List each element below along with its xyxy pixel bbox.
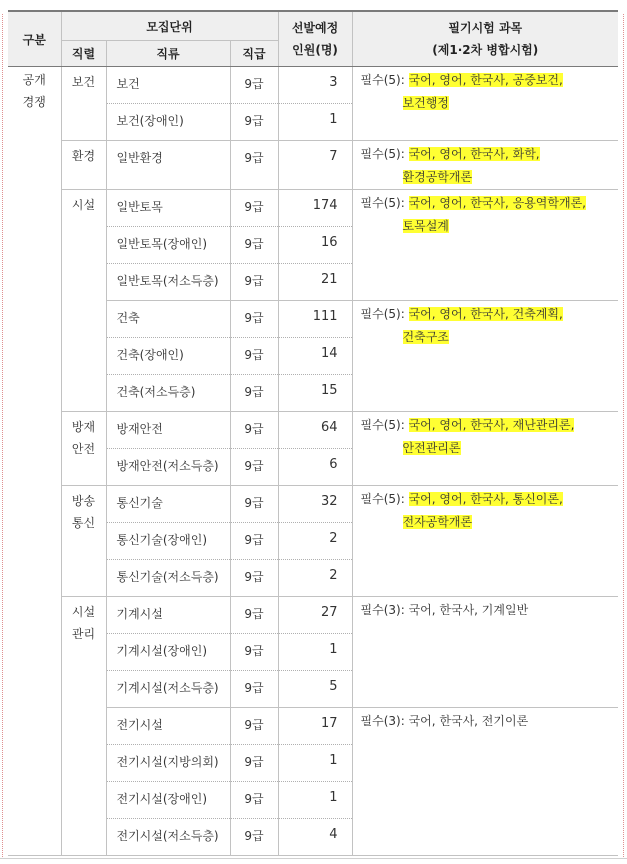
count-cell: 3: [278, 67, 352, 104]
header-written-exam-line1: 필기시험 과목: [448, 21, 523, 35]
jikryu-cell: 기계시설(저소득층): [106, 671, 230, 708]
header-planned-count-line1: 선발예정: [291, 21, 339, 35]
grade-cell: 9급: [230, 104, 278, 141]
exam-subject-prefix: 필수(5):: [360, 73, 409, 87]
grade-cell: 9급: [230, 634, 278, 671]
table-body: [8, 67, 618, 856]
grade-cell: 9급: [230, 560, 278, 597]
exam-subject-text: 국어, 한국사, 기계일반: [408, 603, 529, 617]
header-jikryu: 직류: [106, 41, 230, 67]
count-cell: 17: [278, 708, 352, 745]
jikryu-cell: 건축: [106, 301, 230, 338]
page-margin-line-left: [2, 14, 3, 859]
category-cell: [8, 67, 61, 856]
grade-cell: 9급: [230, 745, 278, 782]
jikryu-cell: 방재안전: [106, 412, 230, 449]
jikryu-cell: 일반토목(장애인): [106, 227, 230, 264]
exam-subject-text: 안전관리론: [402, 441, 461, 455]
count-cell: 1: [278, 634, 352, 671]
table-row: [8, 67, 618, 104]
jikryeol-cell: [61, 412, 106, 486]
exam-subject-prefix: 필수(5):: [360, 492, 409, 506]
exam-subject-text: 국어, 영어, 한국사, 응용역학개론,: [408, 196, 586, 210]
jikryu-cell: 건축(저소득층): [106, 375, 230, 412]
exam-subject-prefix: 필수(5):: [360, 307, 409, 321]
table-row: [8, 486, 618, 523]
page-margin-line-right: [623, 14, 624, 859]
header-written-exam-line2: (제1·2차 병합시험): [432, 43, 539, 57]
exam-subject-text: 건축구조: [402, 330, 449, 344]
grade-cell: 9급: [230, 375, 278, 412]
jikryeol-label: 방송: [71, 494, 96, 508]
grade-cell: 9급: [230, 141, 278, 190]
jikryu-cell: 통신기술(저소득층): [106, 560, 230, 597]
header-jikgeup: 직급: [230, 41, 278, 67]
jikryu-cell: 전기시설(지방의회): [106, 745, 230, 782]
count-cell: 174: [278, 190, 352, 227]
count-cell: 2: [278, 560, 352, 597]
jikryeol-label: 관리: [71, 627, 96, 641]
exam-subject-text: 국어, 영어, 한국사, 공중보건,: [408, 73, 563, 87]
exam-subject-prefix: 필수(3):: [360, 603, 409, 617]
jikryu-cell: 일반환경: [106, 141, 230, 190]
grade-cell: 9급: [230, 523, 278, 560]
exam-subject-text: 보건행정: [402, 96, 449, 110]
exam-subject-cell: [352, 708, 618, 856]
page-bottom-rule: [0, 858, 627, 859]
jikryu-cell: 일반토목: [106, 190, 230, 227]
jikryeol-cell: [61, 141, 106, 190]
grade-cell: 9급: [230, 190, 278, 227]
header-written-exam: [352, 11, 618, 67]
grade-cell: 9급: [230, 708, 278, 745]
grade-cell: 9급: [230, 338, 278, 375]
header-planned-count-line2: 인원(명): [292, 43, 338, 57]
jikryu-cell: 일반토목(저소득층): [106, 264, 230, 301]
grade-cell: 9급: [230, 449, 278, 486]
jikryu-cell: 보건(장애인): [106, 104, 230, 141]
exam-subject-cell: [352, 597, 618, 708]
exam-subject-cell: [352, 190, 618, 301]
jikryu-cell: 건축(장애인): [106, 338, 230, 375]
grade-cell: 9급: [230, 227, 278, 264]
jikryeol-label: 시설: [71, 605, 96, 619]
jikryeol-cell: [61, 67, 106, 141]
exam-subject-text: 환경공학개론: [402, 170, 473, 184]
jikryu-cell: 기계시설: [106, 597, 230, 634]
jikryeol-label: 환경: [71, 149, 96, 163]
grade-cell: 9급: [230, 671, 278, 708]
category-label: 공개: [22, 73, 46, 87]
header-gubun: 구분: [8, 11, 61, 67]
jikryeol-label: 보건: [71, 75, 96, 89]
exam-subject-text: 전자공학개론: [402, 515, 473, 529]
table-row: [8, 141, 618, 190]
exam-subject-text: 국어, 영어, 한국사, 화학,: [408, 147, 540, 161]
count-cell: 15: [278, 375, 352, 412]
exam-subject-text: 국어, 영어, 한국사, 통신이론,: [408, 492, 563, 506]
exam-subject-text: 국어, 한국사, 전기이론: [408, 714, 529, 728]
exam-subject-text: 국어, 영어, 한국사, 건축계획,: [408, 307, 563, 321]
jikryu-cell: 전기시설: [106, 708, 230, 745]
grade-cell: 9급: [230, 264, 278, 301]
count-cell: 1: [278, 104, 352, 141]
count-cell: 16: [278, 227, 352, 264]
exam-subject-cell: [352, 67, 618, 141]
exam-subject-prefix: 필수(5):: [360, 418, 409, 432]
recruitment-table: [8, 10, 618, 856]
count-cell: 64: [278, 412, 352, 449]
count-cell: 1: [278, 745, 352, 782]
header-jikryeol: 직렬: [61, 41, 106, 67]
exam-subject-text: 국어, 영어, 한국사, 재난관리론,: [408, 418, 575, 432]
jikryeol-label: 통신: [71, 516, 96, 530]
jikryu-cell: 통신기술: [106, 486, 230, 523]
count-cell: 5: [278, 671, 352, 708]
grade-cell: 9급: [230, 301, 278, 338]
table-row: [8, 190, 618, 227]
category-label: 경쟁: [22, 95, 46, 109]
exam-subject-cell: [352, 141, 618, 190]
grade-cell: 9급: [230, 597, 278, 634]
count-cell: 32: [278, 486, 352, 523]
count-cell: 14: [278, 338, 352, 375]
exam-subject-prefix: 필수(5):: [360, 196, 409, 210]
jikryu-cell: 통신기술(장애인): [106, 523, 230, 560]
grade-cell: 9급: [230, 486, 278, 523]
jikryeol-label: 방재: [71, 420, 96, 434]
count-cell: 111: [278, 301, 352, 338]
exam-subject-prefix: 필수(3):: [360, 714, 409, 728]
jikryeol-label: 시설: [71, 198, 96, 212]
grade-cell: 9급: [230, 67, 278, 104]
table-row: [8, 412, 618, 449]
jikryeol-label: 안전: [71, 442, 96, 456]
count-cell: 7: [278, 141, 352, 190]
count-cell: 21: [278, 264, 352, 301]
grade-cell: 9급: [230, 782, 278, 819]
grade-cell: 9급: [230, 819, 278, 856]
count-cell: 6: [278, 449, 352, 486]
jikryu-cell: 전기시설(저소득층): [106, 819, 230, 856]
jikryu-cell: 전기시설(장애인): [106, 782, 230, 819]
grade-cell: 9급: [230, 412, 278, 449]
jikryu-cell: 보건: [106, 67, 230, 104]
jikryu-cell: 기계시설(장애인): [106, 634, 230, 671]
header-planned-count: [278, 11, 352, 67]
jikryeol-cell: [61, 486, 106, 597]
header-recruit-unit: 모집단위: [61, 11, 278, 41]
exam-subject-prefix: 필수(5):: [360, 147, 409, 161]
count-cell: 27: [278, 597, 352, 634]
count-cell: 4: [278, 819, 352, 856]
exam-subject-cell: [352, 301, 618, 412]
jikryeol-cell: [61, 597, 106, 856]
exam-subject-text: 토목설계: [402, 219, 449, 233]
count-cell: 1: [278, 782, 352, 819]
exam-subject-cell: [352, 486, 618, 597]
jikryeol-cell: [61, 190, 106, 412]
jikryu-cell: 방재안전(저소득층): [106, 449, 230, 486]
count-cell: 2: [278, 523, 352, 560]
table-row: [8, 597, 618, 634]
exam-subject-cell: [352, 412, 618, 486]
